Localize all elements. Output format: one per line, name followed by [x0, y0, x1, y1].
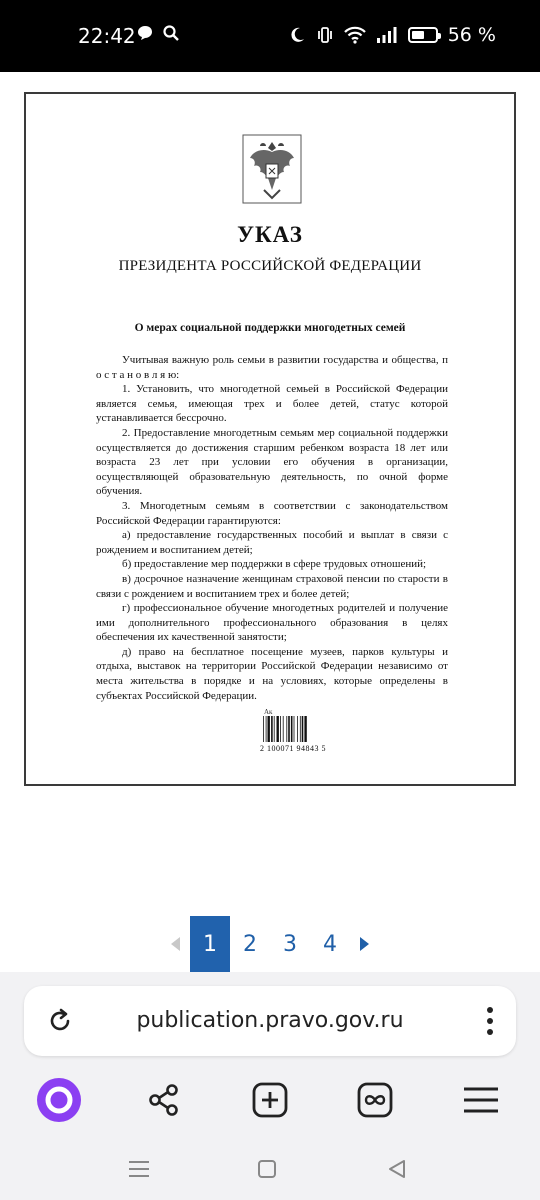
barcode-bar [291, 716, 293, 742]
barcode-bar [294, 716, 295, 742]
share-button[interactable] [140, 1076, 188, 1124]
barcode-logo: Ак [264, 708, 273, 716]
paragraph: б) предоставление мер поддержки в сфере трудовых отношений; [122, 558, 427, 571]
barcode-number: 2 100071 94843 5 [260, 744, 326, 753]
menu-button[interactable] [457, 1076, 505, 1124]
back-triangle-icon [387, 1159, 407, 1179]
status-system-icons [288, 24, 496, 46]
chat-bubble-icon [136, 24, 154, 42]
home-square-icon [257, 1159, 277, 1179]
recents-lines-icon [128, 1159, 150, 1179]
document-title: УКАЗ [237, 222, 303, 247]
paragraph: в) досрочное назначение женщинам страховой пенсии по старости в связи с рождением и воспитанием трех и более детей; [96, 572, 448, 600]
barcode-bar [263, 716, 264, 742]
tabs-button[interactable] [351, 1076, 399, 1124]
status-notification-icons [136, 24, 180, 42]
paragraph: Учитывая важную роль семьи в развитии государства и общества, п о с т а н о в л я ю: [96, 354, 448, 381]
address-bar[interactable] [24, 986, 516, 1056]
browser-bottom-panel [0, 972, 540, 1200]
barcode-bar [304, 716, 306, 742]
barcode-bar [288, 716, 290, 742]
barcode-bar [283, 716, 284, 742]
plus-square-icon [252, 1082, 288, 1118]
share-icon [146, 1082, 182, 1118]
status-time: 22:42 [78, 24, 136, 48]
barcode-bar [286, 716, 287, 742]
barcode-bar [274, 716, 275, 742]
triangle-left-icon [169, 936, 181, 952]
wifi-icon [344, 26, 366, 44]
status-bar [0, 0, 540, 72]
alice-assistant-button[interactable] [35, 1076, 83, 1124]
barcode-bar [300, 716, 301, 742]
home-button[interactable] [252, 1154, 282, 1184]
hamburger-menu-icon [463, 1085, 499, 1115]
recent-apps-button[interactable] [124, 1154, 154, 1184]
triangle-right-icon [359, 936, 371, 952]
barcode-bar [268, 716, 270, 742]
page-button-3[interactable]: 3 [283, 931, 297, 957]
paragraph: 3. Многодетным семьям в соответствии с законодательством Российской Федерации гарантируются: [96, 499, 448, 527]
document-body [96, 353, 448, 703]
barcode-bar [297, 716, 298, 742]
signal-icon [376, 26, 398, 44]
barcode-bar [271, 716, 273, 742]
new-tab-button[interactable] [246, 1076, 294, 1124]
page-button-4[interactable]: 4 [323, 931, 337, 957]
paragraph: а) предоставление государственных пособий и выплат в связи с рождением и воспитанием детей; [96, 529, 448, 556]
paragraph: г) профессиональное обучение многодетных родителей и получение ими дополнительного профессионального образования в целях обеспечения их качественной занятости; [96, 602, 448, 644]
back-button[interactable] [382, 1154, 412, 1184]
browser-toolbar [0, 1072, 540, 1132]
system-navigation-bar [0, 1140, 540, 1200]
barcode-bar [280, 716, 281, 742]
barcode-bar [266, 716, 267, 742]
battery-level-fill [412, 31, 424, 39]
barcode-bar [277, 716, 279, 742]
document-subtitle: ПРЕЗИДЕНТА РОССИЙСКОЙ ФЕДЕРАЦИИ [118, 258, 422, 274]
page-button-1[interactable]: 1 [190, 916, 230, 972]
more-vertical-icon[interactable] [486, 1006, 494, 1036]
battery-icon [408, 27, 438, 43]
barcode-bar [302, 716, 304, 742]
document-page [24, 92, 516, 786]
pagination [160, 916, 380, 972]
next-page-button[interactable] [350, 916, 380, 972]
alice-icon [36, 1077, 82, 1123]
paragraph: д) право на бесплатное посещение музеев, парков культуры и отдыха, выставок на территории Российской Федерации независимо от места жительства в порядке и на условиях, которые определены в субъектах Российской Федерации. [96, 645, 448, 702]
coat-of-arms-emblem [242, 134, 302, 204]
page-button-2[interactable]: 2 [243, 931, 257, 957]
document-heading: О мерах социальной поддержки многодетных семей [134, 322, 406, 334]
moon-icon [288, 26, 306, 44]
tabs-infinity-icon [357, 1082, 393, 1118]
battery-percent: 56 % [447, 24, 496, 46]
previous-page-button[interactable] [160, 916, 190, 972]
paragraph: 1. Установить, что многодетной семьей в Российской Федерации является семья, имеющая трех и более детей, статус которой устанавливается бессрочно. [96, 383, 448, 425]
paragraph: 2. Предоставление многодетным семьям мер социальной поддержки осуществляется до достижения старшим ребенком возраста 18 лет или возраста 23 лет при условии его обучения в организации, осуществляющей образовательную деятельность, по очной форме обучения. [96, 426, 448, 498]
search-icon [162, 24, 180, 42]
url-text[interactable]: publication.pravo.gov.ru [136, 1008, 404, 1033]
barcode-icon [262, 716, 322, 742]
vibrate-icon [316, 26, 334, 44]
